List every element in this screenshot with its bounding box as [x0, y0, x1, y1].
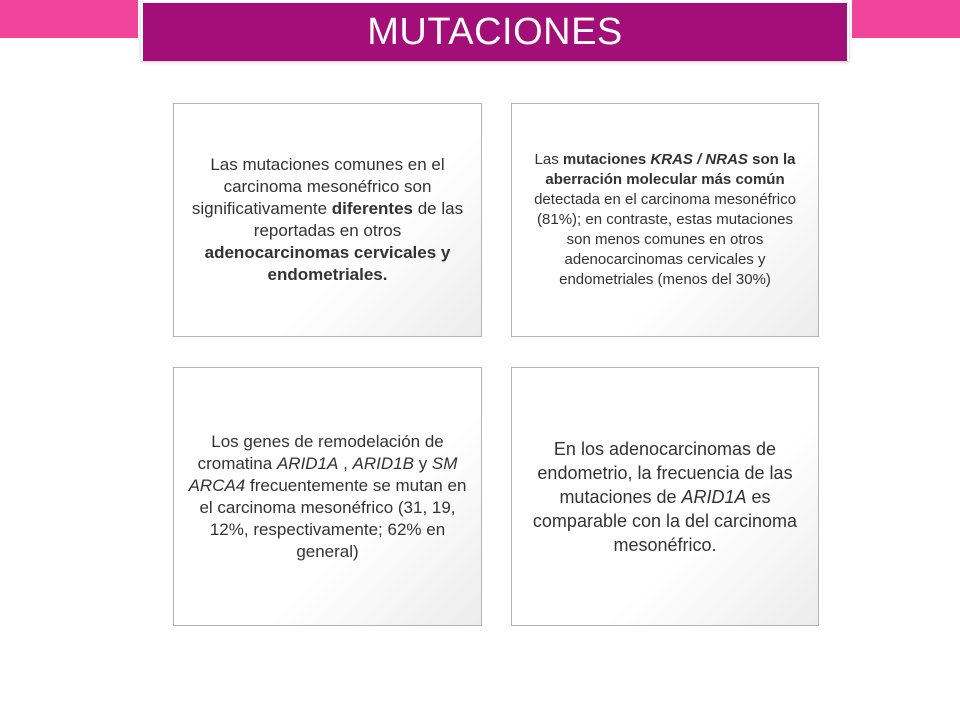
box-1-text-d: adenocarcinomas cervicales y endometriales. — [204, 243, 451, 284]
slide-title: MUTACIONES — [367, 10, 623, 53]
box-3-text-e: y — [413, 453, 432, 473]
box-4-text-b: ARID1A — [681, 486, 747, 507]
title-banner — [141, 3, 849, 61]
box-2-text-b: mutaciones — [562, 151, 651, 168]
box-2-text-e: detectada en el carcinoma mesonéfrico (81%); en contraste, estas mutaciones son menos comunes en otros adenocarcinomas cervicales y endometriales (menos del 30%) — [534, 191, 796, 288]
text-box-chromatin-genes — [173, 367, 482, 626]
header-accent-left — [0, 0, 138, 38]
box-4-text-a: En los adenocarcinomas de endometrio, la frecuencia de las mutaciones de — [537, 438, 793, 507]
text-box-3-paragraph — [184, 431, 471, 563]
text-box-2-paragraph — [524, 150, 806, 290]
text-box-kras-nras — [511, 103, 819, 337]
text-box-common-mutations — [173, 103, 482, 337]
text-box-1-paragraph — [184, 154, 471, 286]
header-accent-right — [852, 0, 960, 38]
box-1-text-a: Las mutaciones comunes en el carcinoma mesonéfrico son significativamente — [191, 155, 445, 218]
box-3-text-c: , — [338, 453, 353, 473]
box-3-text-g: frecuentemente se mutan en el carcinoma mesonéfrico (31, 19, 12%, respectivamente; 62% en general) — [199, 475, 467, 561]
box-3-text-d: ARID1B — [352, 453, 414, 473]
box-2-text-a: Las — [534, 151, 563, 168]
box-2-text-d: son la aberración molecular más común — [545, 151, 796, 188]
box-3-text-b: ARID1A — [276, 453, 339, 473]
box-1-text-b: diferentes — [331, 199, 413, 218]
box-2-text-c: KRAS / NRAS — [650, 151, 748, 168]
box-4-text-c: es comparable con la del carcinoma mesonéfrico. — [532, 486, 798, 555]
box-3-text-f: SM ARCA4 — [188, 453, 458, 495]
box-3-text-a: Los genes de remodelación de cromatina — [197, 431, 444, 473]
text-box-endometrial — [511, 367, 819, 626]
box-1-text-c: de las reportadas en otros — [253, 199, 464, 240]
text-box-4-paragraph — [522, 437, 808, 557]
